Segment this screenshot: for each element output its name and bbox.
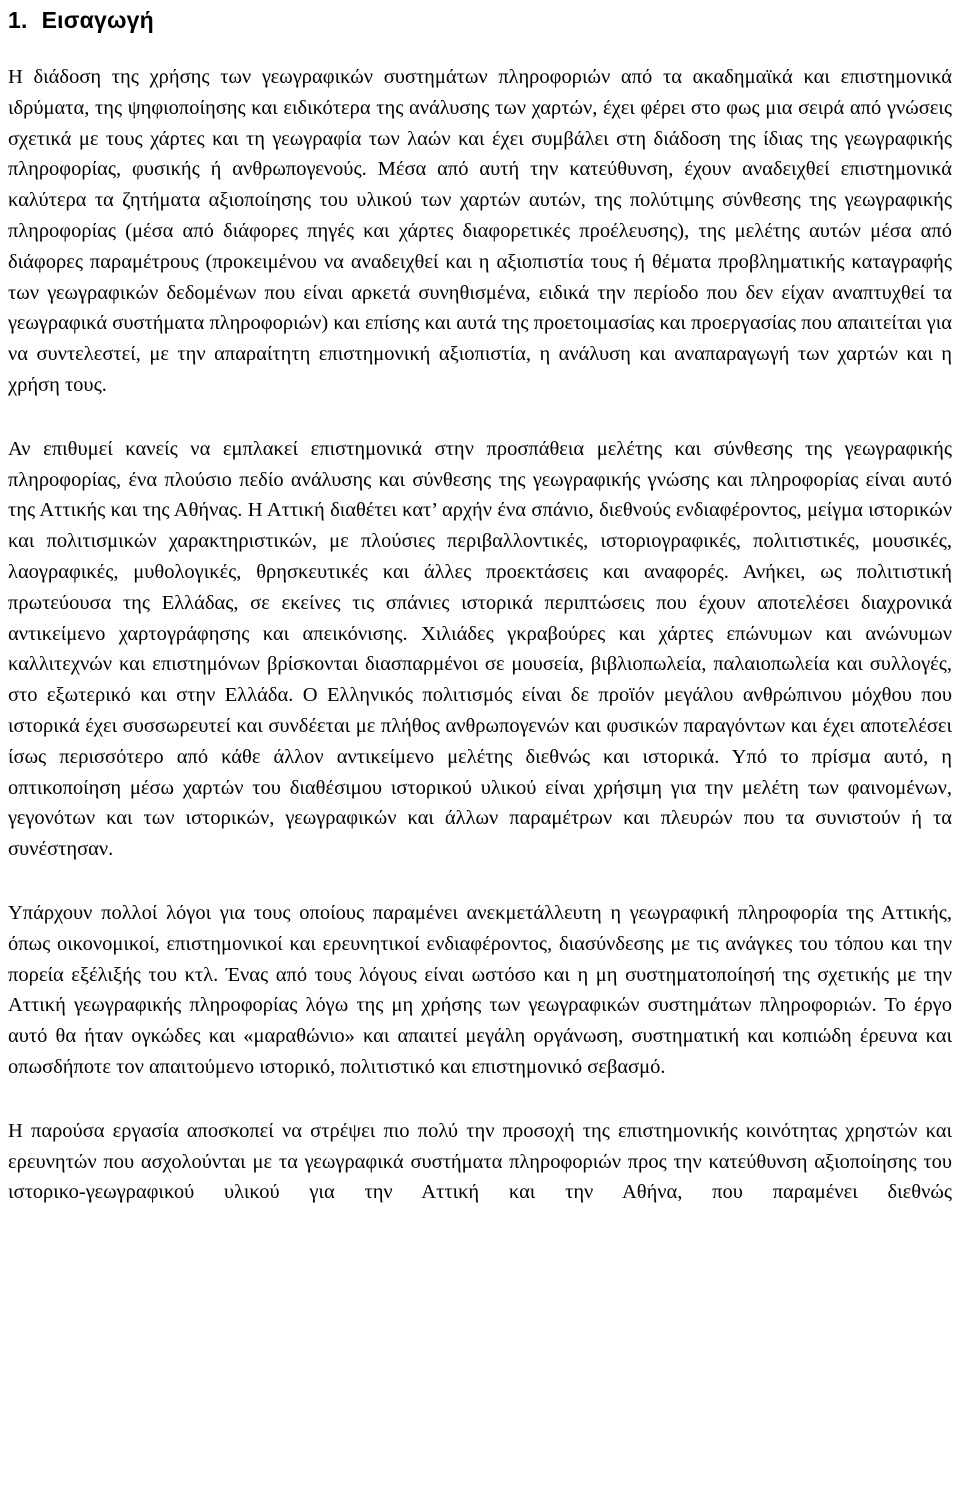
paragraph-2: Αν επιθυμεί κανείς να εμπλακεί επιστημονικά στην προσπάθεια μελέτης και σύνθεσης της γεωγραφικής πληροφορίας, ένα πλούσιο πεδίο ανάλυσης και σύνθεσης της γεωγραφικής γνώσης και πληροφορίας είναι αυτό της Αττικής και της Αθήνας. Η Αττική διαθέτει κατ’ αρχήν ένα σπάνιο, διεθνούς ενδιαφέροντος, μείγμα ιστορικών και πολιτισμικών χαρακτηριστικών, με πλούσιες περιβαλλοντικές, ιστοριογραφικές, πολιτιστικές, μουσικές, λαογραφικές, μυθολογικές, θρησκευτικές και άλλες προεκτάσεις και αναφορές. Ανήκει, ως πολιτιστική πρωτεύουσα της Ελλάδας, σε εκείνες τις σπάνιες ιστορικά περιπτώσεις που έχουν αποτελέσει διαχρονικά αντικείμενο χαρτογράφησης και απεικόνισης. Χιλιάδες γκραβούρες και χάρτες επώνυμων και ανώνυμων καλλιτεχνών και επιστημόνων βρίσκονται διασπαρμένοι σε μουσεία, βιβλιοπωλεία, παλαιοπωλεία και συλλογές, στο εξωτερικό και στην Ελλάδα. Ο Ελληνικός πολιτισμός είναι δε προϊόν μεγάλου ανθρώπινου μόχθου που ιστορικά έχει συσσωρευτεί και συνδέεται με πλήθος ανθρωπογενών και φυσικών παραγόντων και έχει αποτελέσει ίσως περισσότερο από κάθε άλλον αντικείμενο μελέτης διεθνώς και ιστορικά. Υπό το πρίσμα αυτό, η οπτικοποίηση μέσω χαρτών του διαθέσιμου ιστορικού υλικού είναι χρήσιμη για την μελέτη των φαινομένων, γεγονότων και των ιστορικών, γεωγραφικών και άλλων παραμέτρων και πλευρών που τα συνιστούν ή τα συνέστησαν. xyxy=(8,437,952,861)
section-number: 1. xyxy=(8,7,28,33)
paragraph-1: Η διάδοση της χρήσης των γεωγραφικών συστημάτων πληροφοριών από τα ακαδημαϊκά και επιστημονικά ιδρύματα, της ψηφιοποίησης και ειδικότερα της ανάλυσης των χαρτών, έχει φέρει στο φως μια σειρά από γνώσεις σχετικά με τους χάρτες και τη γεωγραφία των λαών και έχει συμβάλει στη διάδοση της ίδιας της γεωγραφικής πληροφορίας, φυσικής ή ανθρωπογενούς. Μέσα από αυτή την κατεύθυνση, έχουν αναδειχθεί επιστημονικά καλύτερα τα ζητήματα αξιοποίησης του υλικού των χαρτών αυτών, της πολύτιμης σύνθεσης της γεωγραφικής πληροφορίας (μέσα από διάφορες πηγές και χάρτες διαφορετικές προέλευσης), της μελέτης αυτών μέσα από διάφορες παραμέτρους (προκειμένου να αναδειχθεί και η αξιοπιστία τους ή θέματα προβληματικής καταγραφής των γεωγραφικών δεδομένων που είναι αρκετά συνηθισμένα, ειδικά την περίοδο που δεν είχαν αναπτυχθεί τα γεωγραφικά συστήματα πληροφοριών) και επίσης και αυτά της προετοιμασίας και προεργασίας που απαιτείται για να συντελεστεί, με την απαραίτητη επιστημονική αξιοπιστία, η ανάλυση και αναπαραγωγή των χαρτών και η χρήση τους. xyxy=(8,66,952,396)
document-page xyxy=(8,0,952,1208)
paragraph-3: Υπάρχουν πολλοί λόγοι για τους οποίους παραμένει ανεκμετάλλευτη η γεωγραφική πληροφορία της Αττικής, όπως οικονομικοί, επιστημονικοί και ερευνητικοί ενδιαφέροντος, διασύνδεσης με τις ανάγκες του τόπου και την πορεία εξέλιξής του κτλ. Ένας από τους λόγους είναι ωστόσο και η μη συστηματοποίησή της σχετικής με την Αττική γεωγραφικής πληροφορίας λόγω της μη χρήσης των γεωγραφικών συστημάτων πληροφοριών. Το έργο αυτό θα ήταν ογκώδες και «μαραθώνιο» και απαιτεί μεγάλη οργάνωση, συστηματική και κοπιώδη έρευνα και οπωσδήποτε τον απαιτούμενο ιστορικό, πολιτιστικό και επιστημονικό σεβασμό. xyxy=(8,901,952,1078)
paragraph-4: Η παρούσα εργασία αποσκοπεί να στρέψει πιο πολύ την προσοχή της επιστημονικής κοινότητας χρηστών και ερευνητών που ασχολούνται με τα γεωγραφικά συστήματα πληροφοριών προς την κατεύθυνση αξιοποίησης του ιστορικο-γεωγραφικού υλικού για την Αττική και την Αθήνα, που παραμένει διεθνώς xyxy=(8,1119,952,1204)
section-heading xyxy=(8,0,952,40)
section-title: Εισαγωγή xyxy=(41,7,154,33)
